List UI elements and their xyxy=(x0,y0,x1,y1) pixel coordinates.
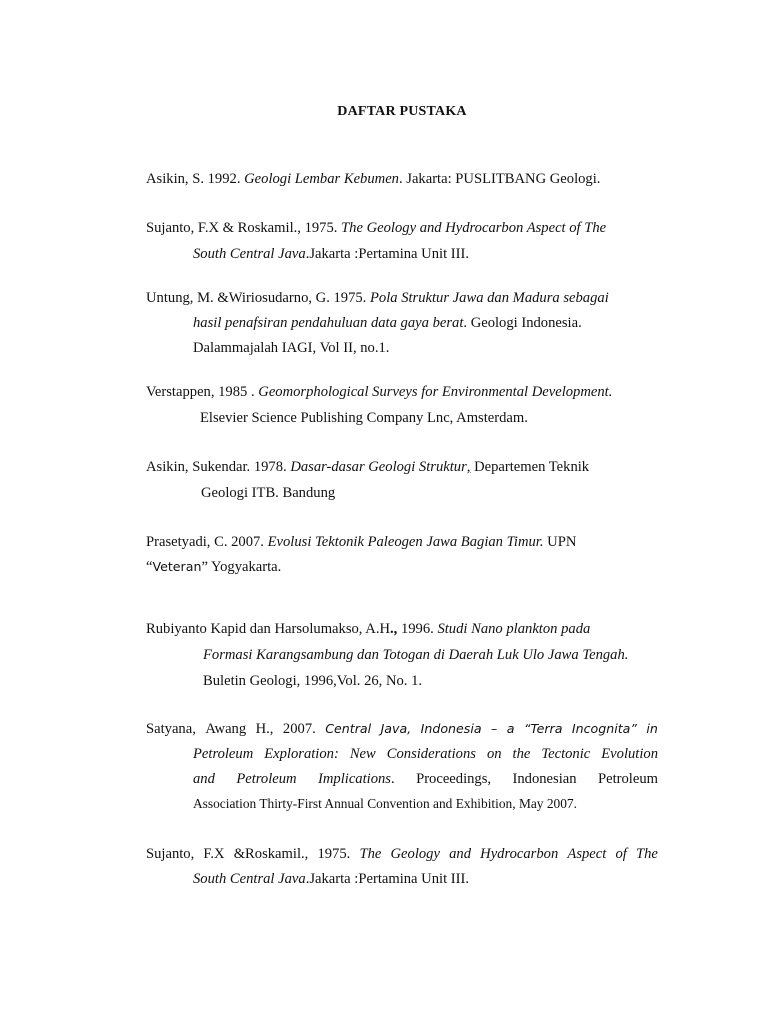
reference-publisher-veteran: Veteran xyxy=(152,559,202,574)
page-title: DAFTAR PUSTAKA xyxy=(337,104,467,119)
reference-author-comma: ., xyxy=(390,621,398,637)
ref-title-word: on xyxy=(486,746,502,762)
reference-author: Prasetyadi, C. 2007. xyxy=(146,534,268,550)
reference-continuation xyxy=(203,672,422,690)
reference-entry xyxy=(146,383,612,401)
reference-title: Geomorphological Surveys for Environmental Development. xyxy=(258,384,613,400)
ref-title-word: Incognita” xyxy=(571,721,637,736)
reference-year: 1996. xyxy=(397,621,438,637)
reference-title: Geologi Lembar Kebumen xyxy=(244,171,399,187)
reference-publisher: Departemen Teknik xyxy=(470,459,590,475)
reference-publisher: ” Yogyakarta. xyxy=(201,559,282,575)
ref-word: &Roskamil., xyxy=(233,846,309,862)
ref-title-word: Hydrocarbon xyxy=(480,846,559,862)
reference-title: South Central Java xyxy=(193,871,306,887)
ref-title-word: Implications xyxy=(318,771,391,787)
reference-continuation xyxy=(193,870,469,888)
ref-title-word: – xyxy=(491,721,498,736)
ref-word: Proceedings, xyxy=(416,771,492,787)
reference-continuation xyxy=(193,339,389,357)
reference-publisher: Elsevier Science Publishing Company Lnc, Amsterdam. xyxy=(200,410,528,426)
ref-word: 1975. xyxy=(317,846,351,862)
reference-entry xyxy=(146,219,606,237)
reference-comma: , xyxy=(466,459,471,475)
reference-continuation xyxy=(193,770,658,788)
ref-title-word: of xyxy=(615,846,627,862)
reference-author: Asikin, Sukendar. 1978. xyxy=(146,459,291,475)
ref-word: Indonesian xyxy=(512,771,577,787)
reference-entry xyxy=(146,720,658,738)
reference-continuation xyxy=(193,245,469,263)
ref-word: . xyxy=(390,771,395,787)
reference-entry xyxy=(146,289,609,307)
reference-continuation xyxy=(200,409,528,427)
ref-title-word: The xyxy=(635,846,658,862)
ref-title-word: Petroleum xyxy=(193,746,254,762)
ref-title-word: Tectonic xyxy=(541,746,591,762)
ref-word: F.X xyxy=(203,846,225,862)
ref-title-word: a xyxy=(506,721,515,736)
reference-title: Formasi Karangsambung dan Totogan di Daerah Luk Ulo Jawa Tengah. xyxy=(203,647,629,663)
reference-entry xyxy=(146,620,590,638)
reference-entry xyxy=(146,170,600,188)
ref-title-word: the xyxy=(512,746,531,762)
reference-continuation xyxy=(193,795,577,813)
reference-continuation xyxy=(146,558,281,576)
reference-publisher: UPN xyxy=(543,534,577,550)
ref-title-word: Exploration: xyxy=(264,746,339,762)
ref-word: Satyana, xyxy=(146,721,196,737)
reference-entry xyxy=(146,845,658,863)
reference-title: South Central Java xyxy=(193,246,306,262)
reference-continuation xyxy=(201,484,335,502)
reference-entry xyxy=(146,458,589,476)
ref-word: Petroleum xyxy=(597,771,658,787)
reference-author: Rubiyanto Kapid dan Harsolumakso, A.H xyxy=(146,621,391,637)
reference-publisher: . Jakarta: PUSLITBANG Geologi. xyxy=(398,171,601,187)
reference-publisher: . Geologi Indonesia. xyxy=(463,315,582,331)
ref-title-word: Central xyxy=(325,721,372,736)
ref-title-word: Evolution xyxy=(601,746,658,762)
reference-continuation xyxy=(193,314,582,332)
reference-author: Verstappen, 1985 . xyxy=(146,384,259,400)
reference-title: Dasar-dasar Geologi Struktur xyxy=(290,459,467,475)
ref-title-word: Java, xyxy=(380,721,412,736)
reference-author: Untung, M. &Wiriosudarno, G. 1975. xyxy=(146,290,370,306)
reference-publisher: Buletin Geologi, 1996,Vol. 26, No. 1. xyxy=(203,673,423,689)
reference-continuation xyxy=(203,646,628,664)
ref-title-word: Petroleum xyxy=(236,771,297,787)
quote-open: “ xyxy=(146,559,153,575)
ref-title-word: Geology xyxy=(390,846,440,862)
reference-publisher: .Jakarta :Pertamina Unit III. xyxy=(305,246,469,262)
reference-title: hasil penafsiran pendahuluan data gaya berat xyxy=(193,315,464,331)
reference-title: Studi Nano plankton pada xyxy=(437,621,591,637)
ref-word: 2007. xyxy=(282,721,316,737)
reference-continuation xyxy=(193,745,658,763)
reference-publisher: Dalammajalah IAGI, Vol II, no.1. xyxy=(193,340,390,356)
reference-publisher: .Jakarta :Pertamina Unit III. xyxy=(305,871,469,887)
ref-title-word: New xyxy=(349,746,376,762)
ref-title-word: Aspect xyxy=(567,846,607,862)
reference-title: Evolusi Tektonik Paleogen Jawa Bagian Timur. xyxy=(267,534,544,550)
ref-word: Awang xyxy=(205,721,247,737)
reference-author: Asikin, S. 1992. xyxy=(146,171,245,187)
ref-title-word: The xyxy=(359,846,382,862)
reference-author: Sujanto, F.X & Roskamil., 1975. xyxy=(146,220,342,236)
ref-title-word: Considerations xyxy=(386,746,476,762)
ref-word: H., xyxy=(255,721,274,737)
ref-title-word: and xyxy=(449,846,471,862)
reference-publisher: Geologi ITB. Bandung xyxy=(201,485,336,501)
ref-title-word: and xyxy=(193,771,215,787)
ref-title-word: Indonesia xyxy=(420,721,482,736)
ref-title-word: “Terra xyxy=(523,721,563,736)
reference-entry xyxy=(146,533,576,551)
ref-word: Sujanto, xyxy=(146,846,195,862)
reference-title: The Geology and Hydrocarbon Aspect of The xyxy=(341,220,607,236)
ref-title-word: in xyxy=(646,721,658,736)
reference-title: Pola Struktur Jawa dan Madura sebagai xyxy=(369,290,609,306)
reference-publisher: Association Thirty-First Annual Convention and Exhibition, May 2007. xyxy=(193,796,577,811)
